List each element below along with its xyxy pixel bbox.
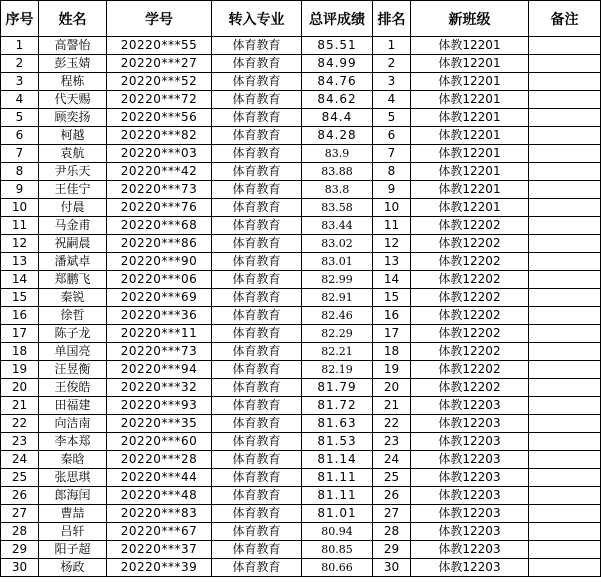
cell-score[interactable]: 83.44 [302,217,373,235]
cell-no[interactable]: 4 [1,91,39,109]
cell-rank[interactable]: 27 [373,505,411,523]
cell-note[interactable] [529,37,601,55]
cell-name[interactable]: 秦晗 [39,451,107,469]
cell-note[interactable] [529,343,601,361]
cell-major[interactable]: 体育教育 [212,343,302,361]
cell-student-id[interactable]: 20220***37 [107,541,212,559]
table-row [1,379,601,397]
cell-rank[interactable]: 18 [373,343,411,361]
cell-class[interactable]: 体教12203 [411,487,529,505]
table-row [1,415,601,433]
header-cell-name[interactable]: 姓名 [39,1,107,37]
cell-class[interactable]: 体教12203 [411,433,529,451]
cell-name[interactable]: 曹喆 [39,505,107,523]
cell-score[interactable]: 85.51 [302,37,373,55]
cell-no[interactable]: 21 [1,397,39,415]
cell-note[interactable] [529,415,601,433]
cell-class[interactable]: 体教12202 [411,343,529,361]
header-cell-rank[interactable]: 排名 [373,1,411,37]
cell-score[interactable]: 83.8 [302,181,373,199]
cell-class[interactable]: 体教12201 [411,91,529,109]
cell-note[interactable] [529,487,601,505]
cell-major[interactable]: 体育教育 [212,253,302,271]
cell-major[interactable]: 体育教育 [212,199,302,217]
cell-student-id[interactable]: 20220***72 [107,91,212,109]
cell-major[interactable]: 体育教育 [212,109,302,127]
cell-note[interactable] [529,235,601,253]
table-row [1,145,601,163]
cell-major[interactable]: 体育教育 [212,415,302,433]
table-row [1,91,601,109]
cell-student-id[interactable]: 20220***44 [107,469,212,487]
cell-score[interactable]: 81.79 [302,379,373,397]
cell-rank[interactable]: 6 [373,127,411,145]
cell-student-id[interactable]: 20220***68 [107,217,212,235]
cell-note[interactable] [529,451,601,469]
cell-class[interactable]: 体教12202 [411,253,529,271]
cell-score[interactable]: 83.9 [302,145,373,163]
cell-name[interactable]: 彭玉婧 [39,55,107,73]
cell-score[interactable]: 82.29 [302,325,373,343]
cell-student-id[interactable]: 20220***67 [107,523,212,541]
cell-rank[interactable]: 17 [373,325,411,343]
cell-no[interactable]: 23 [1,433,39,451]
cell-major[interactable]: 体育教育 [212,55,302,73]
cell-note[interactable] [529,253,601,271]
table-row [1,307,601,325]
cell-name[interactable]: 李本郑 [39,433,107,451]
cell-student-id[interactable]: 20220***73 [107,181,212,199]
cell-rank[interactable]: 12 [373,235,411,253]
cell-student-id[interactable]: 20220***60 [107,433,212,451]
header-cell-note[interactable]: 备注 [529,1,601,37]
cell-score[interactable]: 81.11 [302,487,373,505]
table-row [1,289,601,307]
cell-no[interactable]: 2 [1,55,39,73]
table-row [1,505,601,523]
cell-note[interactable] [529,397,601,415]
header-cell-student-id[interactable]: 学号 [107,1,212,37]
cell-class[interactable]: 体教12202 [411,217,529,235]
cell-name[interactable]: 秦锐 [39,289,107,307]
cell-name[interactable]: 郑鹏飞 [39,271,107,289]
cell-note[interactable] [529,505,601,523]
cell-major[interactable]: 体育教育 [212,523,302,541]
cell-class[interactable]: 体教12203 [411,559,529,577]
cell-rank[interactable]: 16 [373,307,411,325]
cell-rank[interactable]: 8 [373,163,411,181]
cell-name[interactable]: 吕轩 [39,523,107,541]
cell-note[interactable] [529,361,601,379]
cell-note[interactable] [529,307,601,325]
cell-rank[interactable]: 1 [373,37,411,55]
cell-score[interactable]: 82.19 [302,361,373,379]
cell-name[interactable]: 马金甫 [39,217,107,235]
cell-rank[interactable]: 29 [373,541,411,559]
cell-class[interactable]: 体教12202 [411,325,529,343]
cell-major[interactable]: 体育教育 [212,91,302,109]
cell-score[interactable]: 80.85 [302,541,373,559]
cell-class[interactable]: 体教12203 [411,451,529,469]
header-cell-class[interactable]: 新班级 [411,1,529,37]
cell-note[interactable] [529,271,601,289]
cell-no[interactable]: 13 [1,253,39,271]
cell-rank[interactable]: 11 [373,217,411,235]
cell-score[interactable]: 82.21 [302,343,373,361]
table-row [1,343,601,361]
cell-no[interactable]: 28 [1,523,39,541]
table-row [1,361,601,379]
cell-class[interactable]: 体教12203 [411,397,529,415]
cell-note[interactable] [529,523,601,541]
table-row [1,37,601,55]
cell-name[interactable]: 潘斌卓 [39,253,107,271]
cell-class[interactable]: 体教12201 [411,37,529,55]
table-row [1,487,601,505]
cell-rank[interactable]: 15 [373,289,411,307]
cell-student-id[interactable]: 20220***83 [107,505,212,523]
cell-student-id[interactable]: 20220***76 [107,199,212,217]
cell-rank[interactable]: 23 [373,433,411,451]
cell-no[interactable]: 18 [1,343,39,361]
cell-class[interactable]: 体教12203 [411,523,529,541]
table-row [1,325,601,343]
cell-student-id[interactable]: 20220***55 [107,37,212,55]
cell-major[interactable]: 体育教育 [212,397,302,415]
cell-student-id[interactable]: 20220***69 [107,289,212,307]
cell-class[interactable]: 体教12201 [411,73,529,91]
cell-major[interactable]: 体育教育 [212,541,302,559]
cell-note[interactable] [529,433,601,451]
cell-score[interactable]: 80.66 [302,559,373,577]
cell-no[interactable]: 3 [1,73,39,91]
cell-rank[interactable]: 20 [373,379,411,397]
cell-rank[interactable]: 22 [373,415,411,433]
cell-name[interactable]: 顾奕扬 [39,109,107,127]
cell-major[interactable]: 体育教育 [212,127,302,145]
cell-rank[interactable]: 10 [373,199,411,217]
table-row [1,469,601,487]
cell-class[interactable]: 体教12202 [411,271,529,289]
cell-no[interactable]: 5 [1,109,39,127]
cell-class[interactable]: 体教12201 [411,55,529,73]
cell-rank[interactable]: 13 [373,253,411,271]
cell-no[interactable]: 19 [1,361,39,379]
cell-no[interactable]: 20 [1,379,39,397]
cell-note[interactable] [529,325,601,343]
cell-name[interactable]: 郎海闰 [39,487,107,505]
cell-note[interactable] [529,469,601,487]
cell-major[interactable]: 体育教育 [212,145,302,163]
cell-rank[interactable]: 19 [373,361,411,379]
cell-student-id[interactable]: 20220***28 [107,451,212,469]
cell-name[interactable]: 田福建 [39,397,107,415]
table-row [1,523,601,541]
cell-major[interactable]: 体育教育 [212,163,302,181]
cell-score[interactable]: 84.62 [302,91,373,109]
cell-rank[interactable]: 14 [373,271,411,289]
cell-note[interactable] [529,541,601,559]
cell-no[interactable]: 12 [1,235,39,253]
cell-name[interactable]: 祝嗣晨 [39,235,107,253]
cell-major[interactable]: 体育教育 [212,73,302,91]
cell-rank[interactable]: 3 [373,73,411,91]
cell-student-id[interactable]: 20220***94 [107,361,212,379]
cell-student-id[interactable]: 20220***35 [107,415,212,433]
cell-score[interactable]: 83.02 [302,235,373,253]
cell-note[interactable] [529,127,601,145]
table-row [1,181,601,199]
cell-note[interactable] [529,379,601,397]
cell-no[interactable]: 10 [1,199,39,217]
cell-major[interactable]: 体育教育 [212,307,302,325]
cell-major[interactable]: 体育教育 [212,469,302,487]
cell-no[interactable]: 11 [1,217,39,235]
cell-name[interactable]: 高謦怡 [39,37,107,55]
cell-class[interactable]: 体教12202 [411,379,529,397]
cell-major[interactable]: 体育教育 [212,271,302,289]
cell-note[interactable] [529,109,601,127]
cell-rank[interactable]: 2 [373,55,411,73]
header-cell-major[interactable]: 转入专业 [212,1,302,37]
cell-major[interactable]: 体育教育 [212,217,302,235]
cell-score[interactable]: 81.11 [302,469,373,487]
cell-major[interactable]: 体育教育 [212,235,302,253]
cell-name[interactable]: 汪昱衡 [39,361,107,379]
cell-rank[interactable]: 26 [373,487,411,505]
cell-name[interactable]: 单国亮 [39,343,107,361]
cell-score[interactable]: 84.28 [302,127,373,145]
cell-name[interactable]: 徐哲 [39,307,107,325]
cell-note[interactable] [529,55,601,73]
cell-rank[interactable]: 21 [373,397,411,415]
cell-note[interactable] [529,163,601,181]
cell-name[interactable]: 王佳宁 [39,181,107,199]
cell-student-id[interactable]: 20220***56 [107,109,212,127]
table-row [1,109,601,127]
cell-class[interactable]: 体教12202 [411,235,529,253]
cell-class[interactable]: 体教12201 [411,199,529,217]
cell-no[interactable]: 17 [1,325,39,343]
cell-class[interactable]: 体教12201 [411,163,529,181]
cell-no[interactable]: 22 [1,415,39,433]
cell-note[interactable] [529,217,601,235]
cell-rank[interactable]: 7 [373,145,411,163]
table-row [1,451,601,469]
cell-student-id[interactable]: 20220***36 [107,307,212,325]
cell-major[interactable]: 体育教育 [212,361,302,379]
cell-no[interactable]: 24 [1,451,39,469]
cell-score[interactable]: 83.88 [302,163,373,181]
cell-rank[interactable]: 24 [373,451,411,469]
header-row [1,1,601,37]
cell-name[interactable]: 程栋 [39,73,107,91]
cell-no[interactable]: 16 [1,307,39,325]
header-cell-score[interactable]: 总评成绩 [302,1,373,37]
table-row [1,127,601,145]
cell-name[interactable]: 王俊皓 [39,379,107,397]
cell-name[interactable]: 陈子龙 [39,325,107,343]
cell-major[interactable]: 体育教育 [212,505,302,523]
cell-student-id[interactable]: 20220***82 [107,127,212,145]
cell-no[interactable]: 14 [1,271,39,289]
cell-student-id[interactable]: 20220***06 [107,271,212,289]
cell-student-id[interactable]: 20220***93 [107,397,212,415]
cell-no[interactable]: 26 [1,487,39,505]
cell-no[interactable]: 15 [1,289,39,307]
cell-score[interactable]: 81.01 [302,505,373,523]
cell-no[interactable]: 1 [1,37,39,55]
cell-no[interactable]: 29 [1,541,39,559]
cell-score[interactable]: 81.72 [302,397,373,415]
table-row [1,559,601,577]
table-row [1,271,601,289]
cell-score[interactable]: 81.63 [302,415,373,433]
cell-name[interactable]: 尹乐天 [39,163,107,181]
cell-score[interactable]: 81.53 [302,433,373,451]
table-row [1,55,601,73]
cell-student-id[interactable]: 20220***52 [107,73,212,91]
cell-student-id[interactable]: 20220***27 [107,55,212,73]
table-row [1,235,601,253]
table-row [1,433,601,451]
cell-major[interactable]: 体育教育 [212,181,302,199]
cell-major[interactable]: 体育教育 [212,559,302,577]
cell-note[interactable] [529,73,601,91]
table-row [1,541,601,559]
cell-note[interactable] [529,145,601,163]
cell-class[interactable]: 体教12203 [411,415,529,433]
cell-student-id[interactable]: 20220***39 [107,559,212,577]
cell-score[interactable]: 84.99 [302,55,373,73]
cell-name[interactable]: 阳子超 [39,541,107,559]
cell-student-id[interactable]: 20220***03 [107,145,212,163]
cell-score[interactable]: 84.76 [302,73,373,91]
cell-name[interactable]: 袁航 [39,145,107,163]
cell-score[interactable]: 83.58 [302,199,373,217]
cell-name[interactable]: 张思琪 [39,469,107,487]
cell-note[interactable] [529,91,601,109]
cell-score[interactable]: 80.94 [302,523,373,541]
cell-major[interactable]: 体育教育 [212,433,302,451]
cell-score[interactable]: 84.4 [302,109,373,127]
cell-note[interactable] [529,181,601,199]
cell-no[interactable]: 7 [1,145,39,163]
header-cell-no[interactable]: 序号 [1,1,39,37]
cell-class[interactable]: 体教12201 [411,145,529,163]
cell-name[interactable]: 杨政 [39,559,107,577]
cell-major[interactable]: 体育教育 [212,289,302,307]
cell-student-id[interactable]: 20220***48 [107,487,212,505]
table-row [1,217,601,235]
cell-score[interactable]: 82.46 [302,307,373,325]
table-row [1,73,601,91]
cell-score[interactable]: 82.99 [302,271,373,289]
cell-no[interactable]: 8 [1,163,39,181]
cell-major[interactable]: 体育教育 [212,379,302,397]
cell-note[interactable] [529,199,601,217]
cell-class[interactable]: 体教12201 [411,181,529,199]
cell-rank[interactable]: 25 [373,469,411,487]
cell-score[interactable]: 81.14 [302,451,373,469]
cell-no[interactable]: 25 [1,469,39,487]
table-row [1,199,601,217]
cell-rank[interactable]: 28 [373,523,411,541]
cell-rank[interactable]: 4 [373,91,411,109]
table-body [1,37,601,577]
cell-student-id[interactable]: 20220***32 [107,379,212,397]
cell-name[interactable]: 柯越 [39,127,107,145]
cell-class[interactable]: 体教12202 [411,361,529,379]
cell-note[interactable] [529,289,601,307]
cell-class[interactable]: 体教12201 [411,127,529,145]
cell-class[interactable]: 体教12203 [411,541,529,559]
cell-major[interactable]: 体育教育 [212,325,302,343]
cell-rank[interactable]: 9 [373,181,411,199]
cell-no[interactable]: 30 [1,559,39,577]
cell-score[interactable]: 83.01 [302,253,373,271]
table-row [1,253,601,271]
cell-no[interactable]: 6 [1,127,39,145]
cell-class[interactable]: 体教12203 [411,469,529,487]
cell-no[interactable]: 27 [1,505,39,523]
cell-student-id[interactable]: 20220***90 [107,253,212,271]
cell-class[interactable]: 体教12202 [411,307,529,325]
cell-name[interactable]: 向洁南 [39,415,107,433]
cell-student-id[interactable]: 20220***73 [107,343,212,361]
cell-rank[interactable]: 5 [373,109,411,127]
cell-student-id[interactable]: 20220***42 [107,163,212,181]
cell-major[interactable]: 体育教育 [212,37,302,55]
cell-score[interactable]: 82.91 [302,289,373,307]
cell-student-id[interactable]: 20220***11 [107,325,212,343]
cell-class[interactable]: 体教12202 [411,289,529,307]
cell-class[interactable]: 体教12203 [411,505,529,523]
cell-class[interactable]: 体教12201 [411,109,529,127]
cell-rank[interactable]: 30 [373,559,411,577]
cell-name[interactable]: 代天赐 [39,91,107,109]
table-row [1,397,601,415]
cell-major[interactable]: 体育教育 [212,451,302,469]
cell-student-id[interactable]: 20220***86 [107,235,212,253]
cell-major[interactable]: 体育教育 [212,487,302,505]
cell-name[interactable]: 付晨 [39,199,107,217]
table-row [1,163,601,181]
cell-note[interactable] [529,559,601,577]
cell-no[interactable]: 9 [1,181,39,199]
